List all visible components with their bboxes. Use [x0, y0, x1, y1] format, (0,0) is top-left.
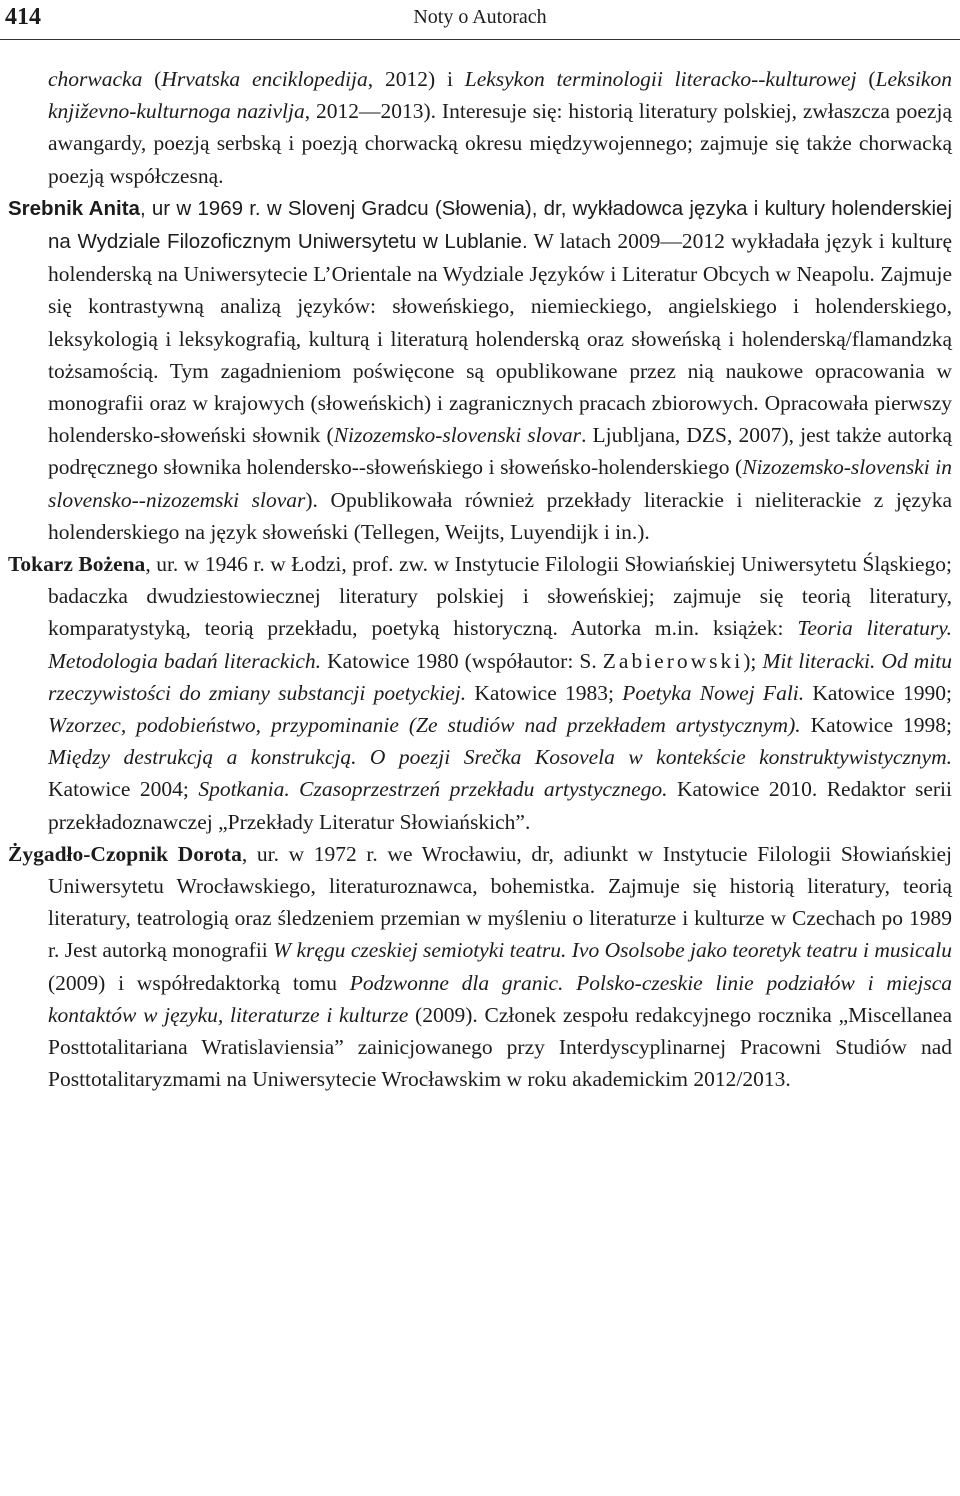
text-run: ). Opublikowała również przekłady literackie i nieliterackie z języka holenderskiego na język słoweński (Tellegen, Weijts, Luyendijk i in.).: [48, 487, 952, 544]
text-italic: Nizozemsko-slovenski slovar: [333, 423, 582, 448]
text-italic: Leksykon terminologii literacko--kulturowej: [464, 67, 857, 91]
text-run: Katowice 1990;: [804, 680, 952, 705]
entry-continuation: [8, 63, 952, 192]
text-run: Katowice 1998;: [800, 713, 952, 738]
entry-zygadlo: [8, 838, 952, 1096]
text-run: Katowice 2004;: [48, 777, 199, 802]
text-run: (2009). Członek zespołu redakcyjnego rocznika „Miscellanea Posttotalitariana Wratislaviensia” zainicjowanego przy Interdyscyplinarnej Pracowni Studiów nad Posttotalitaryzmami na Uniwersytecie Wrocławskim w roku akademickim 2012/2013.: [48, 1002, 952, 1092]
text-italic: Mit literacki. Od mitu rzeczywistości do zmiany substancji poetyckiej.: [48, 648, 952, 705]
text-run: , 2012—2013). Interesuje się: historią literatury polskiej, zwłaszcza poezją awangardy, poezją serbską i poezją chorwacką okresu międzywojennego; zajmuje się także chorwacką poezją współczesną.: [48, 99, 952, 188]
text-italic: Wzorzec, podobieństwo, przypominanie (Ze studiów nad przekładem artystycznym).: [48, 713, 801, 738]
text-italic: Między destrukcją a konstrukcją. O poezji Srečka Kosovela w kontekście konstruktywistycznym.: [48, 745, 952, 770]
entry-tokarz: [8, 548, 952, 838]
text-run: (: [142, 67, 162, 91]
entry-srebnik: [8, 192, 952, 548]
text-run: W latach 2009—2012 wykładała język i kulturę holenderską na Uniwersytecie L’Orientale na Wydziale Języków i Literatur Obcych w Neapolu. Zajmuje się kontrastywną analizą języków: słoweńskiego, niemieckiego, angielskiego i holenderskiego, leksykologią i leksykografią, kulturą i literaturą holenderską oraz słoweńską i holenderską/flamandzką tożsamością. Tym zagadnieniom poświęcone są opublikowane przez nią naukowe opracowania w monografii oraz w krajowych (słoweńskich) i zagranicznych pracach zbiorowych. Opracowała pierwszy holendersko-słoweński słownik (: [48, 229, 952, 448]
text-italic: Podzwonne dla granic. Polsko-czeskie linie podziałów i miejsca kontaktów w języku, literaturze i kulturze: [48, 970, 953, 1027]
text-run: Katowice 2010. Redaktor serii przekładoznawczej „Przekłady Literatur Słowiańskich”.: [48, 777, 953, 834]
page-header: [0, 0, 960, 40]
text-run: . Ljubljana, DZS, 2007), jest także autorką podręcznego słownika holendersko--słoweńskiego i słoweńsko-holenderskiego (: [48, 423, 953, 480]
text-italic: Teoria literatury. Metodologia badań literackich.: [48, 616, 953, 673]
text-run: Katowice 1983;: [466, 680, 623, 705]
text-italic: Poetyka Nowej Fali.: [622, 680, 805, 705]
text-italic: Nizozemsko-slovenski in slovensko--nizozemski slovar: [48, 455, 952, 512]
text-italic: Hrvatska enciklopedija: [161, 67, 368, 91]
text-run: , ur. w 1972 r. we Wrocławiu, dr, adiunkt w Instytucie Filologii Słowiańskiej Uniwersytetu Wrocławskiego, literaturoznawca, bohemistka. Zajmuje się historią literatury, teorią literatury, teatrologią oraz śledzeniem przemian w myśleniu o literaturze i kulturze w Czechach po 1989 r. Jest autorką monografii: [48, 841, 953, 963]
text-run: , ur. w 1946 r. w Łodzi, prof. zw. w Instytucie Filologii Słowiańskiej Uniwersytetu Śląskiego; badaczka dwudziestowiecznej literatury polskiej i słoweńskiej; zajmuje się teorią literatury, komparatystyką, teorią przekładu, poetyką historyczną. Autorka m.in. książek:: [48, 552, 952, 641]
text-italic: Spotkania. Czasoprzestrzeń przekładu artystycznego.: [198, 777, 668, 802]
text-run: , 2012) i: [367, 67, 465, 91]
text-run: , ur w 1969 r. w Slovenj Gradcu (Słowenia), dr, wykładowca języka i kultury holenderskiej na Wydziale Filozoficznym Uniwersytetu w Lublanie.: [48, 196, 952, 254]
text-run: Katowice 1980 (współautor: S.: [321, 648, 603, 673]
text-run: );: [743, 648, 763, 673]
page-body: [8, 63, 952, 1096]
text-italic: W kręgu czeskiej semiotyki teatru. Ivo Osolsobe jako teoretyk teatru i musicalu: [273, 938, 952, 963]
page-number: 414: [5, 4, 41, 30]
text-spaced: Zabierowski: [602, 648, 744, 673]
text-italic: Leksikon književno-kulturnoga nazivlja: [48, 67, 952, 124]
running-head: Noty o Autorach: [413, 6, 547, 28]
author-name: Żygadło-Czopnik Dorota: [8, 841, 242, 866]
text-run: (2009) i współredaktorką tomu: [48, 970, 350, 995]
text-italic: chorwacka: [48, 67, 143, 91]
author-name: Srebnik Anita: [8, 196, 140, 220]
text-run: (: [856, 67, 876, 91]
author-name: Tokarz Bożena: [8, 552, 146, 577]
